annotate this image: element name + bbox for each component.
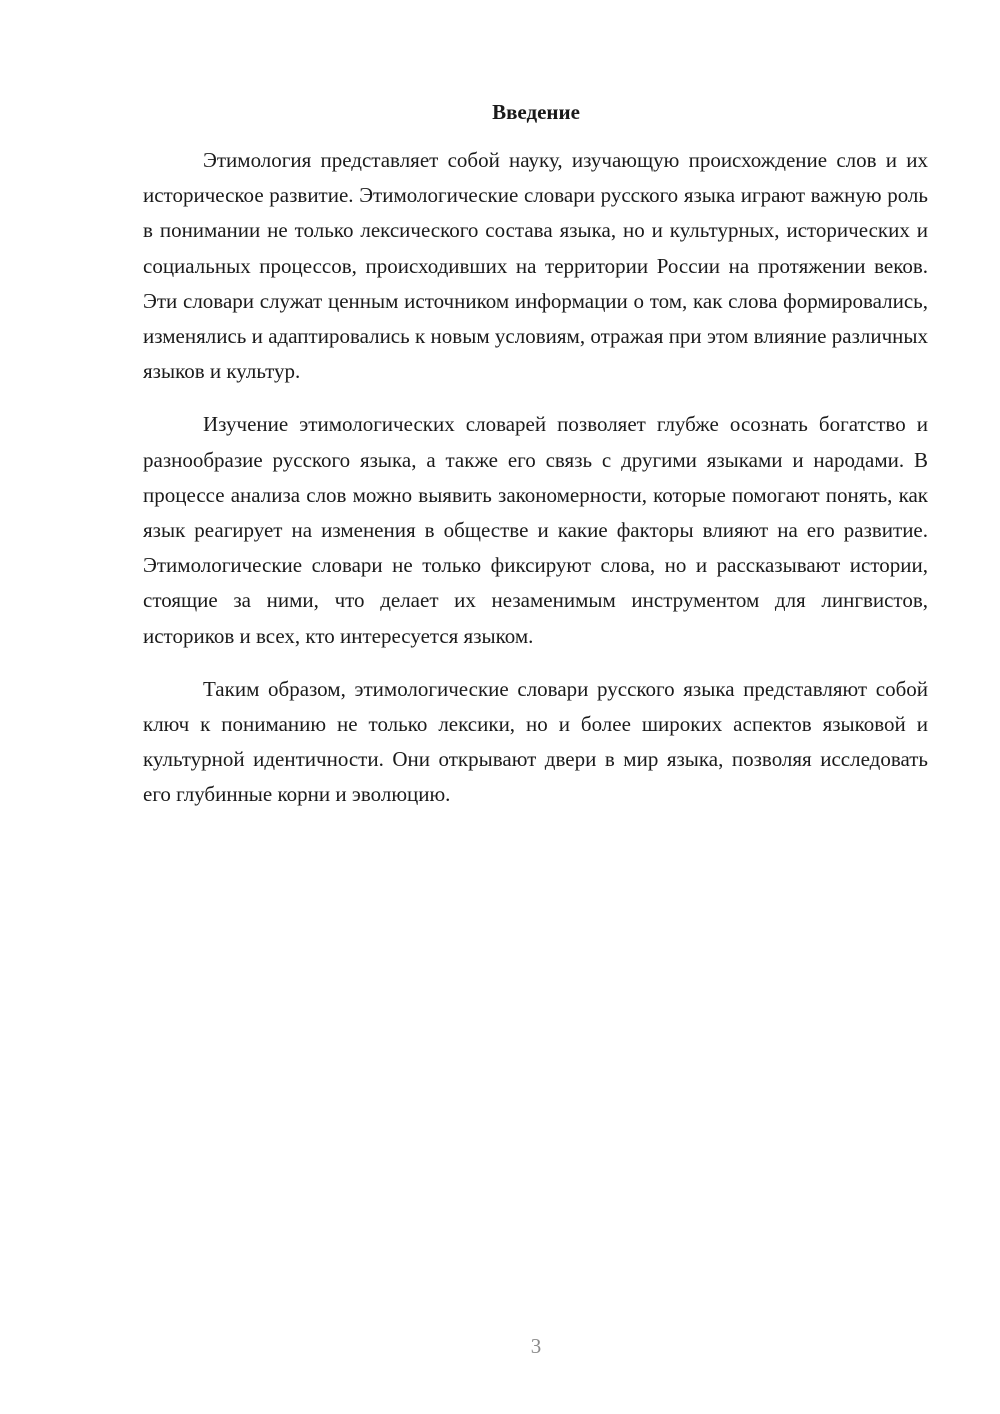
page-number: 3	[530, 1334, 542, 1358]
paragraph-1: Этимология представляет собой науку, изучающую происхождение слов и их историческое развитие. Этимологические словари русского языка играют важную роль в понимании не только лексического состава языка, но и культурных, исторических и социальных процессов, происходивших на территории России на протяжении веков. Эти словари служат ценным источником информации о том, как слова формировались, изменялись и адаптировались к новым условиям, отражая при этом влияние различных языков и культур.	[143, 148, 928, 384]
paragraph-2: Изучение этимологических словарей позволяет глубже осознать богатство и разнообразие русского языка, а также его связь с другими языками и народами. В процессе анализа слов можно выявить закономерности, которые помогают понять, как язык реагирует на изменения в обществе и какие факторы влияют на его развитие. Этимологические словари не только фиксируют слова, но и рассказывают истории, стоящие за ними, что делает их незаменимым инструментом для лингвистов, историков и всех, кто интересуется языком.	[143, 412, 928, 648]
paragraph-3: Таким образом, этимологические словари русского языка представляют собой ключ к пониманию не только лексики, но и более широких аспектов языковой и культурной идентичности. Они открывают двери в мир языка, позволяя исследовать его глубинные корни и эволюцию.	[143, 676, 928, 807]
body-text	[143, 143, 928, 831]
section-heading: Введение	[492, 100, 580, 124]
